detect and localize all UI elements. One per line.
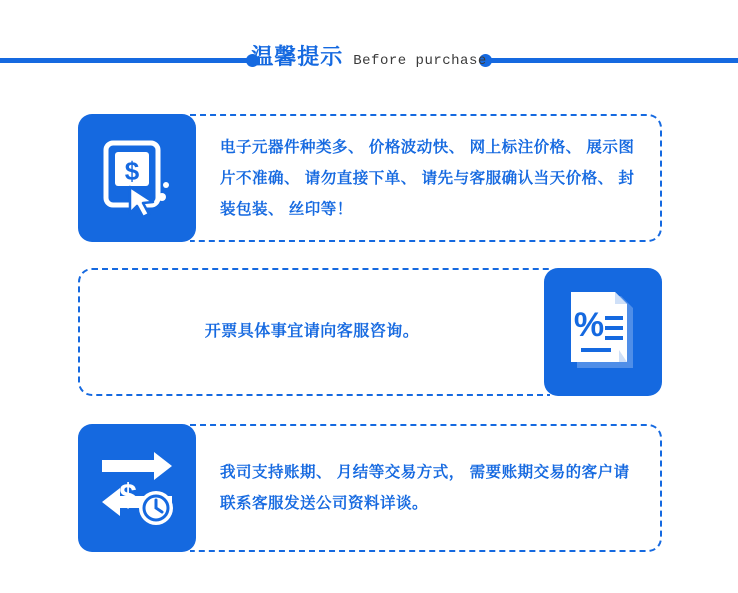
notice-text-3: 我司支持账期、 月结等交易方式， 需要账期交易的客户请联系客服发送公司资料详谈。 (220, 464, 630, 512)
notice-text-1: 电子元器件种类多、 价格波动快、 网上标注价格、 展示图片不准确、 请勿直接下单、 请先与客服确认当天价格、 封装包装、 丝印等！ (220, 138, 635, 218)
payment-term-clock-icon (96, 446, 178, 530)
notice-text-box-3 (190, 424, 662, 552)
page-title: 温馨提示 (251, 44, 344, 69)
header-titles (0, 40, 738, 71)
notice-text-box-1 (190, 114, 662, 242)
notice-text-2: 开票具体事宜请向客服咨询。 (204, 323, 420, 340)
svg-text:$: $ (124, 156, 140, 186)
notice-text-box-2 (78, 268, 550, 396)
page-header (0, 18, 738, 80)
invoice-percent-icon (563, 290, 643, 374)
invoice-percent-icon-box (544, 268, 662, 396)
promo-notice-page (0, 18, 738, 593)
notice-row-2 (78, 268, 662, 396)
svg-text:%: % (573, 306, 605, 344)
price-tag-tap-icon (100, 139, 174, 217)
notice-row-1 (78, 114, 662, 242)
notice-row-3 (78, 424, 662, 552)
page-subtitle: Before purchase (353, 53, 487, 69)
payment-term-clock-icon-box (78, 424, 196, 552)
price-tag-tap-icon-box (78, 114, 196, 242)
svg-text:$: $ (119, 477, 137, 513)
